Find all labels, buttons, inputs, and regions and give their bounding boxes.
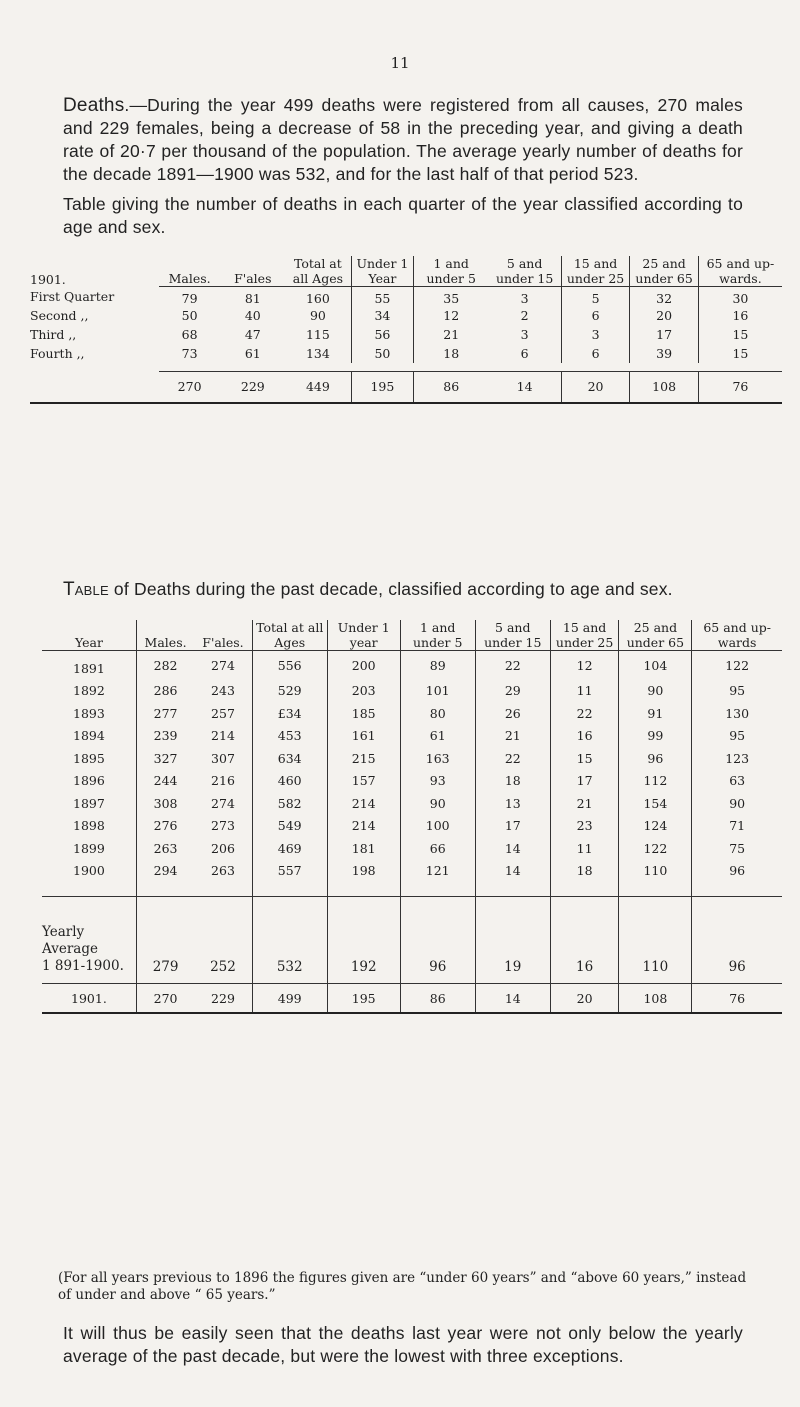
table2-cell: 96	[619, 747, 692, 770]
table2-cell: 634	[252, 747, 327, 770]
table2-year: 1895	[73, 750, 105, 766]
table2-cell: 469	[252, 837, 327, 860]
table2-cell: 286	[136, 680, 194, 703]
table1-cell: 90	[309, 308, 326, 323]
separator-cell	[194, 882, 252, 897]
table2-caption	[63, 578, 743, 601]
table1-spacer	[30, 363, 782, 372]
table2-cell: 124	[619, 815, 692, 838]
table1-cell: 40	[244, 308, 261, 323]
table1-cell: 21	[413, 325, 488, 344]
table1-cell: 56	[351, 325, 413, 344]
table2-cell: 203	[327, 680, 400, 703]
table1-cell: 3	[561, 325, 630, 344]
table2-cell: 274	[211, 657, 235, 673]
table1-cell: 68	[181, 327, 198, 342]
table1-row-label: First Quarter	[30, 288, 115, 304]
table2-year: 1893	[73, 705, 105, 721]
table1-cell: 50	[351, 344, 413, 363]
table2-cell: 215	[327, 747, 400, 770]
table1-row-label	[30, 372, 159, 403]
table2-header: F'ales.	[194, 620, 252, 651]
table2-cell: 99	[619, 725, 692, 748]
table2-cell: 200	[327, 651, 400, 680]
table2-cell: 214	[327, 815, 400, 838]
table2-cell: 154	[619, 792, 692, 815]
table2-separator	[42, 882, 782, 897]
table2-cell: 239	[136, 725, 194, 748]
table1-header: 15 and under 25	[561, 256, 630, 287]
table1-row-label: Second ,,	[30, 308, 89, 323]
table1-cell: 449	[285, 372, 351, 403]
table1-header: Under 1 Year	[351, 256, 413, 287]
table1-cell: 229	[221, 372, 285, 403]
table2-cell: 307	[211, 750, 235, 766]
table2-cell: 216	[211, 773, 235, 789]
table2-cell: 19	[475, 897, 550, 984]
table2-cell: 192	[327, 897, 400, 984]
table1-cell: 115	[305, 327, 330, 342]
table1-cell: 76	[698, 372, 782, 403]
table2-cell: 12	[550, 651, 619, 680]
table2-cell: 26	[475, 702, 550, 725]
table1-cell: 6	[561, 344, 630, 363]
table2-cell: 214	[327, 792, 400, 815]
table2-cell: 96	[400, 897, 475, 984]
table1-header-row	[30, 256, 782, 287]
decade-deaths-table	[42, 620, 782, 1014]
table2-row	[42, 680, 782, 703]
table2-cell: 29	[475, 680, 550, 703]
table2-row	[42, 725, 782, 748]
table2-cell: 257	[211, 705, 235, 721]
separator-cell	[692, 882, 782, 897]
table2-year: 1899	[73, 840, 105, 856]
table2-cell: 274	[211, 795, 235, 811]
table2-cell: 80	[400, 702, 475, 725]
table2-cell: 273	[211, 818, 235, 834]
table2-cell: 17	[550, 770, 619, 793]
table1-cell: 15	[698, 344, 782, 363]
table2-cell: 104	[619, 651, 692, 680]
table2-cell: 130	[692, 702, 782, 725]
table2-cell: 108	[619, 984, 692, 1014]
table2-cell: 86	[400, 984, 475, 1014]
table1-cell: 81	[244, 291, 261, 306]
table2-cell: 163	[400, 747, 475, 770]
table1-year-label: 1901.	[30, 271, 66, 287]
table2-caption-text: of Deaths during the past decade, classified according to age and sex.	[108, 579, 673, 599]
table1-header: F'ales	[221, 256, 285, 287]
table2-row	[42, 651, 782, 680]
table2-cell: 22	[475, 651, 550, 680]
separator-cell	[136, 882, 194, 897]
table2-cell: 279	[136, 897, 194, 984]
table2-current-row	[42, 984, 782, 1014]
table2-cell: 16	[550, 897, 619, 984]
table1-cell: 55	[351, 287, 413, 307]
table2-cell: 252	[210, 959, 236, 975]
table1-cell: 39	[630, 344, 699, 363]
separator-cell	[252, 882, 327, 897]
table1-cell: 86	[413, 372, 488, 403]
table2-current-year: 1901.	[42, 984, 136, 1014]
table1-cell: 73	[181, 346, 198, 361]
intro-text: .—During the year 499 deaths were registered from all causes, 270 males and 229 females, being a decrease of 58 in the preceding year, and giving a death rate of 20·7 per thousand of the population. The average yearly number of deaths for the decade 1891—1900 was 532, and for the last half of that period 523.	[63, 95, 743, 184]
table2-cell: 277	[136, 702, 194, 725]
table2-cell: 21	[550, 792, 619, 815]
table2-cell: 276	[136, 815, 194, 838]
table2-cell: 22	[475, 747, 550, 770]
table1-header: 25 and under 65	[630, 256, 699, 287]
table2-cell: 91	[619, 702, 692, 725]
table2-cell: 263	[211, 863, 235, 879]
table1-cell: 3	[520, 327, 529, 342]
table2-cell: 17	[475, 815, 550, 838]
table2-cell: 20	[550, 984, 619, 1014]
table1-cell: 14	[488, 372, 561, 403]
table2-cell: 549	[252, 815, 327, 838]
table2-caption-lead: Table	[63, 579, 109, 600]
average-label-line: 1 891-1900.	[42, 958, 124, 974]
table2-header: 5 and under 15	[475, 620, 550, 651]
table1-row	[30, 344, 782, 363]
separator-cell	[42, 882, 136, 897]
table2-cell: 11	[550, 837, 619, 860]
table1-row	[30, 287, 782, 307]
table1-cell: 61	[244, 346, 261, 361]
table2-cell: 185	[327, 702, 400, 725]
table2-cell: 110	[619, 897, 692, 984]
table2-year: 1900	[73, 863, 105, 879]
table1-cell: 50	[181, 308, 198, 323]
table1-header: 65 and up-wards.	[698, 256, 782, 287]
table2-cell: 499	[252, 984, 327, 1014]
table2-cell: 121	[400, 860, 475, 883]
table2-year: 1891	[73, 660, 105, 676]
table1-header: 1 and under 5	[413, 256, 488, 287]
table2-cell: 18	[475, 770, 550, 793]
table2-cell: 100	[400, 815, 475, 838]
table2-cell: 112	[619, 770, 692, 793]
table1-cell: 32	[630, 287, 699, 307]
table2-cell: 206	[211, 840, 235, 856]
table2-cell: 529	[252, 680, 327, 703]
table2-cell: 195	[327, 984, 400, 1014]
table1-cell: 108	[630, 372, 699, 403]
page-number: 11	[390, 54, 410, 72]
closing-paragraph: It will thus be easily seen that the deaths last year were not only below the yearly average of the past decade, but were the lowest with three exceptions.	[63, 1323, 743, 1366]
table2-cell: 270	[136, 984, 194, 1014]
table2-cell: 263	[136, 837, 194, 860]
footnote: (For all years previous to 1896 the figures given are “under 60 years” and “above 60 years,” instead of under and above “ 65 years.”	[58, 1270, 747, 1303]
table2-cell: 90	[400, 792, 475, 815]
spacer-cell	[30, 363, 782, 372]
table2-cell: 582	[252, 792, 327, 815]
table2-cell: 11	[550, 680, 619, 703]
table1-cell: 18	[413, 344, 488, 363]
table2-cell: 66	[400, 837, 475, 860]
table2-cell: 101	[400, 680, 475, 703]
table1-cell: 2	[520, 308, 529, 323]
table2-cell: 93	[400, 770, 475, 793]
table2-cell: £34	[252, 702, 327, 725]
table2-header-row	[42, 620, 782, 651]
table2-cell: 122	[692, 651, 782, 680]
table2-cell: 89	[400, 651, 475, 680]
table2-row	[42, 815, 782, 838]
table2-cell: 214	[211, 728, 235, 744]
table1-row	[30, 306, 782, 325]
average-label-line: Yearly	[42, 924, 85, 940]
table2-year: 1896	[73, 773, 105, 789]
intro-lead: Deaths	[63, 95, 125, 116]
table2-cell: 308	[136, 792, 194, 815]
table2-cell: 90	[692, 792, 782, 815]
table1-row	[30, 325, 782, 344]
table2-header: Males.	[136, 620, 194, 651]
table2-cell: 557	[252, 860, 327, 883]
table2-cell: 71	[692, 815, 782, 838]
table1-header: Total at all Ages	[285, 256, 351, 287]
table2-header: 1 and under 5	[400, 620, 475, 651]
table1-header: Males.	[159, 256, 221, 287]
quarterly-deaths-table	[30, 256, 782, 404]
table2-cell: 61	[400, 725, 475, 748]
table2-cell: 63	[692, 770, 782, 793]
table2-row	[42, 837, 782, 860]
table2-cell: 243	[211, 683, 235, 699]
table1-cell: 16	[698, 306, 782, 325]
table2-header: 65 and up-wards	[692, 620, 782, 651]
table2-cell: 18	[550, 860, 619, 883]
table2-average-row	[42, 897, 782, 984]
table2-cell: 161	[327, 725, 400, 748]
table2-row	[42, 747, 782, 770]
table2-header: Total at all Ages	[252, 620, 327, 651]
table1-cell: 17	[630, 325, 699, 344]
table2-cell: 122	[619, 837, 692, 860]
table2-year: 1894	[73, 728, 105, 744]
table1-cell: 270	[159, 372, 221, 403]
table2-average-label	[42, 897, 136, 984]
table1-cell: 34	[351, 306, 413, 325]
table1-cell: 160	[305, 291, 330, 306]
table1-cell: 3	[520, 291, 529, 306]
table2-cell: 123	[692, 747, 782, 770]
table2-cell: 157	[327, 770, 400, 793]
table2-cell: 75	[692, 837, 782, 860]
table2-cell: 15	[550, 747, 619, 770]
table2-year: 1898	[73, 818, 105, 834]
table2-cell: 110	[619, 860, 692, 883]
table1-cell: 35	[413, 287, 488, 307]
table2-year: 1897	[73, 795, 105, 811]
table2-cell: 95	[692, 725, 782, 748]
table2-cell: 14	[475, 837, 550, 860]
table2-cell: 76	[692, 984, 782, 1014]
table1-cell: 6	[520, 346, 529, 361]
table2-row	[42, 860, 782, 883]
table2-cell: 556	[252, 651, 327, 680]
table2-cell: 453	[252, 725, 327, 748]
table1-row-label: Third ,,	[30, 327, 77, 342]
table2-header: 25 and under 65	[619, 620, 692, 651]
table1-header: 5 and under 15	[488, 256, 561, 287]
table1-cell: 6	[561, 306, 630, 325]
average-label-line: Average	[42, 941, 98, 957]
separator-cell	[619, 882, 692, 897]
table1-cell: 12	[413, 306, 488, 325]
table1-total-row	[30, 372, 782, 403]
table2-cell: 95	[692, 680, 782, 703]
table1-caption: Table giving the number of deaths in each quarter of the year classified according to age and sex.	[63, 194, 743, 237]
table2-row	[42, 770, 782, 793]
table2-cell: 198	[327, 860, 400, 883]
table1-cell: 5	[561, 287, 630, 307]
table1-cell: 20	[630, 306, 699, 325]
table1-cell: 79	[181, 291, 198, 306]
table2-cell: 96	[692, 897, 782, 984]
table1-cell: 134	[305, 346, 330, 361]
table2-row	[42, 792, 782, 815]
table2-row	[42, 702, 782, 725]
table2-header: 15 and under 25	[550, 620, 619, 651]
table2-header: Under 1 year	[327, 620, 400, 651]
table2-cell: 16	[550, 725, 619, 748]
table2-cell: 21	[475, 725, 550, 748]
table2-cell: 90	[619, 680, 692, 703]
separator-cell	[400, 882, 475, 897]
table2-header: Year	[42, 620, 136, 651]
table2-cell: 460	[252, 770, 327, 793]
table2-cell: 13	[475, 792, 550, 815]
table2-cell: 96	[692, 860, 782, 883]
table2-cell: 532	[252, 897, 327, 984]
separator-cell	[475, 882, 550, 897]
table2-cell: 181	[327, 837, 400, 860]
table1-cell: 30	[698, 287, 782, 307]
separator-cell	[550, 882, 619, 897]
table2-cell: 282	[136, 651, 194, 680]
table2-cell: 244	[136, 770, 194, 793]
table1-cell: 15	[698, 325, 782, 344]
table2-year: 1892	[73, 683, 105, 699]
intro-paragraph	[63, 94, 743, 186]
table2-cell: 294	[136, 860, 194, 883]
table2-cell: 23	[550, 815, 619, 838]
table1-cell: 20	[561, 372, 630, 403]
table2-cell: 14	[475, 860, 550, 883]
table2-cell: 229	[194, 984, 252, 1014]
table2-cell: 327	[136, 747, 194, 770]
separator-cell	[327, 882, 400, 897]
table1-row-label: Fourth ,,	[30, 346, 85, 361]
table2-cell: 14	[475, 984, 550, 1014]
table2-cell: 22	[550, 702, 619, 725]
table1-cell: 47	[244, 327, 261, 342]
table1-cell: 195	[351, 372, 413, 403]
